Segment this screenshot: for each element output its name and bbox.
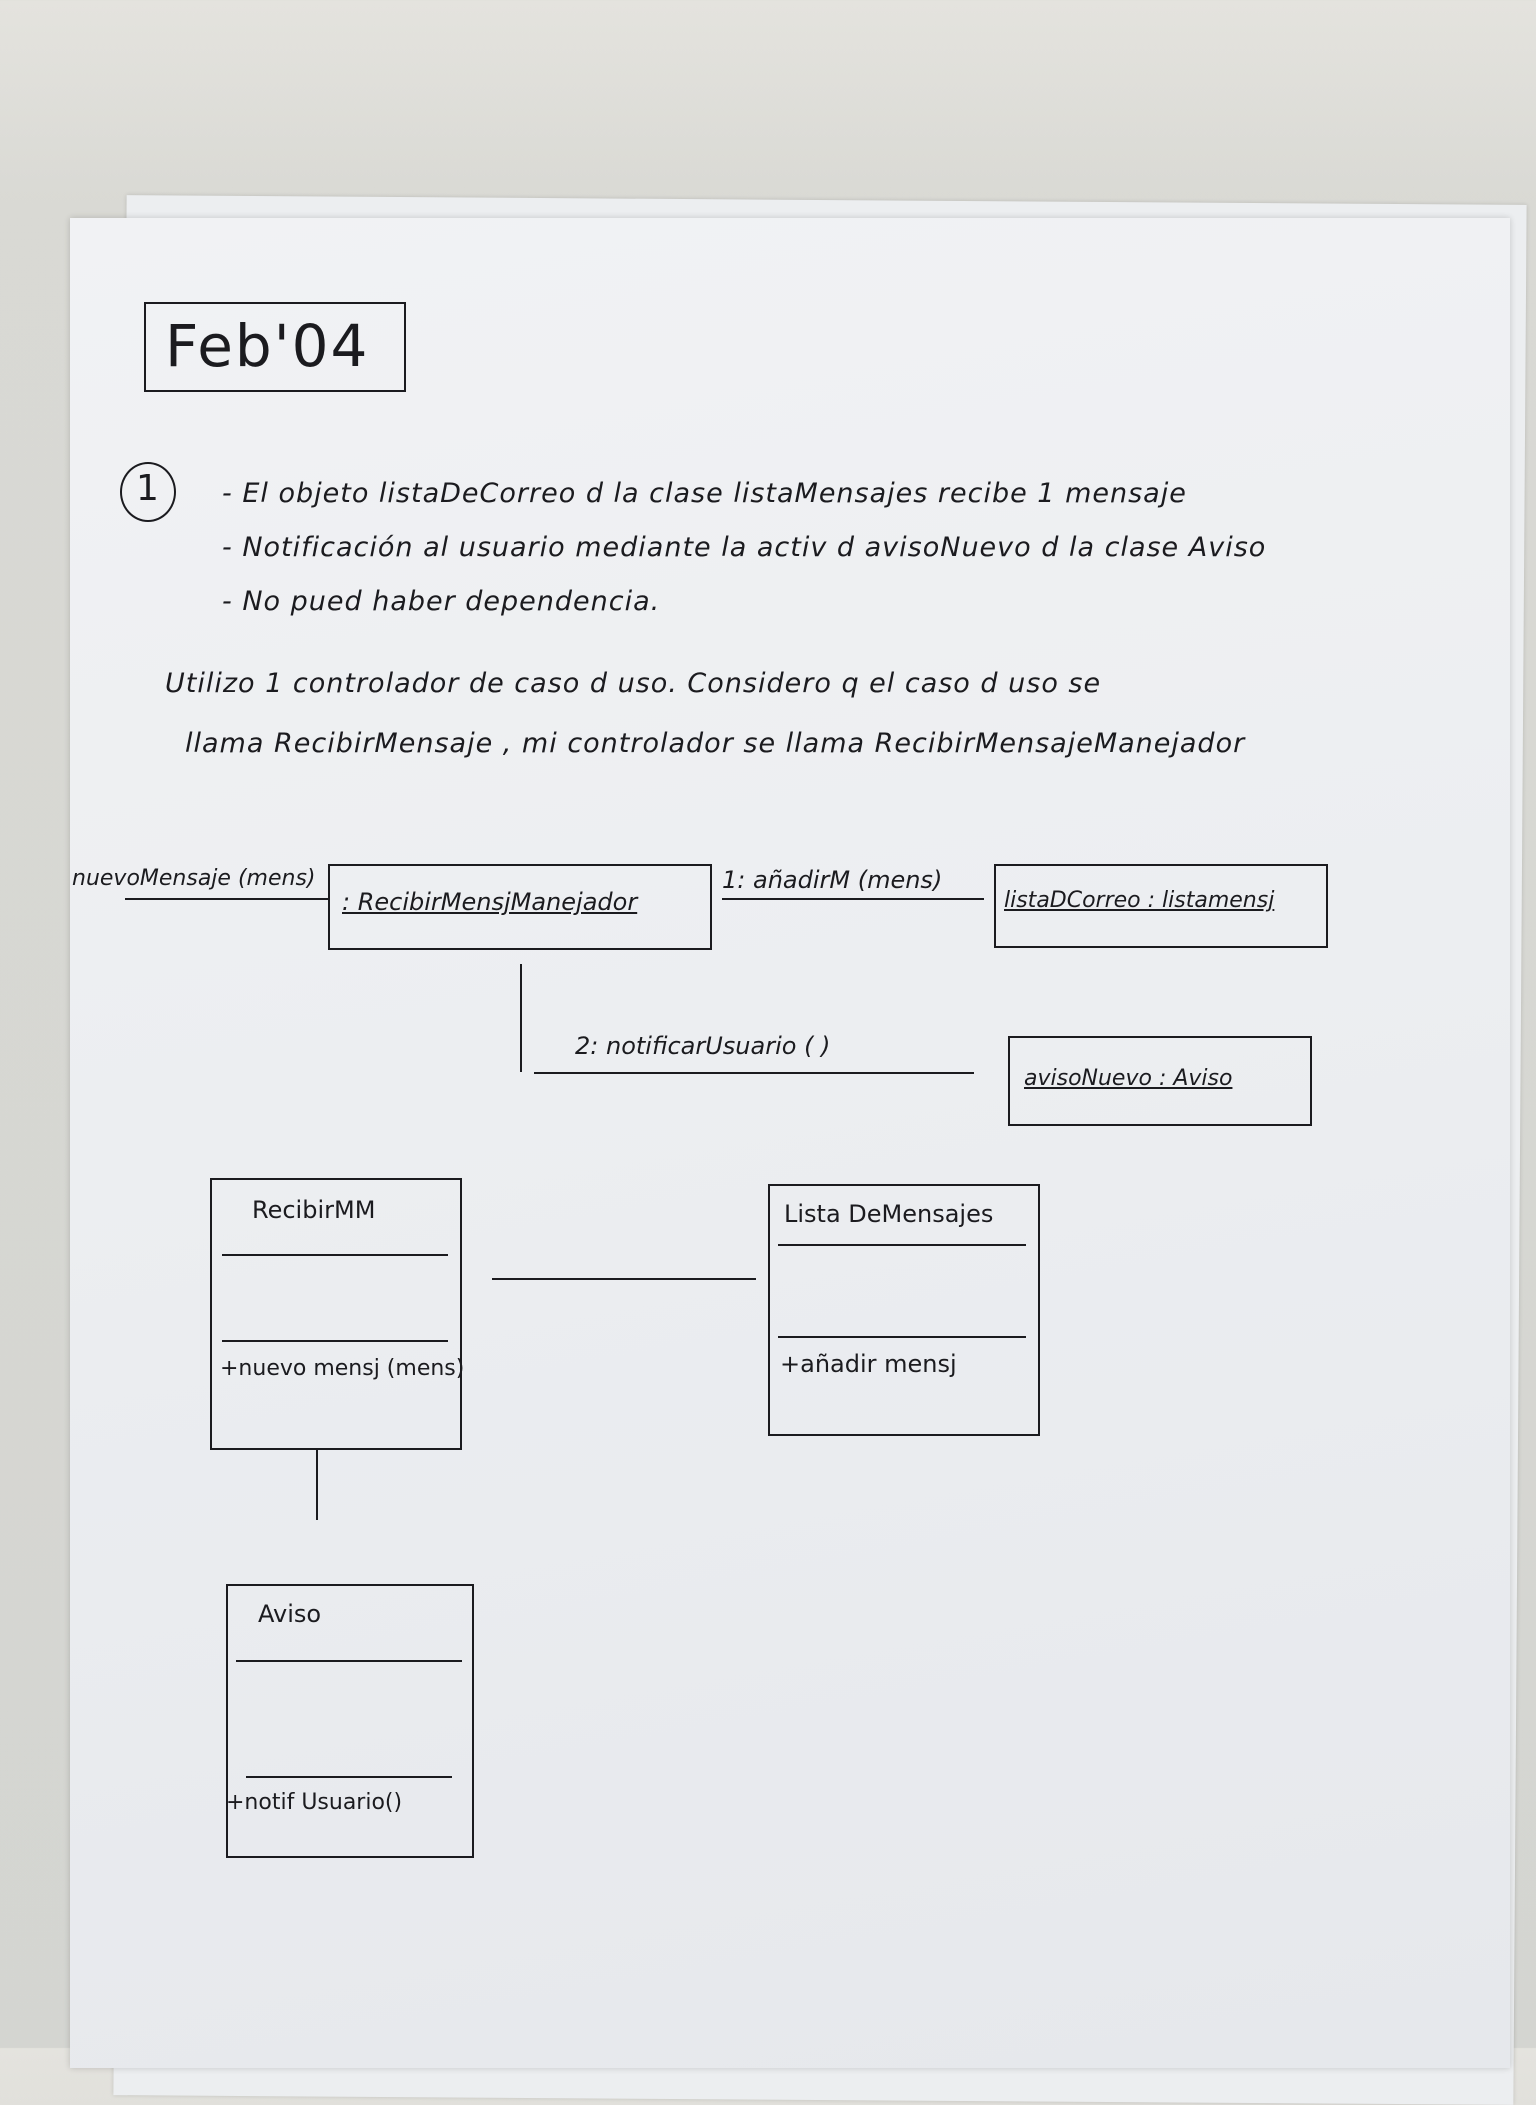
class-aviso-method: +notif Usuario() bbox=[226, 1790, 403, 1815]
note-line-3: - No pued haber dependencia. bbox=[222, 586, 661, 617]
class-lista-divider-1 bbox=[778, 1244, 1026, 1246]
message-2-label: 2: notificarUsuario ( ) bbox=[575, 1032, 831, 1060]
section-number: 1 bbox=[136, 468, 159, 509]
message-1-label: 1: añadirM (mens) bbox=[722, 866, 943, 894]
class-aviso-name: Aviso bbox=[258, 1600, 322, 1628]
class-lista-name: Lista DeMensajes bbox=[784, 1200, 994, 1228]
list-object-label: listaDCorreo : listamensj bbox=[1004, 888, 1275, 913]
message-1-line bbox=[722, 898, 984, 900]
incoming-message-label: nuevoMensaje (mens) bbox=[72, 866, 316, 891]
explanation-line-2: llama RecibirMensaje , mi controlador se llama RecibirMensajeManejador bbox=[185, 728, 1246, 759]
class-recibir-name: RecibirMM bbox=[252, 1196, 376, 1224]
page-title: Feb'04 bbox=[165, 312, 370, 380]
class-recibir-divider-2 bbox=[222, 1340, 448, 1342]
incoming-message-line bbox=[125, 898, 330, 900]
class-aviso-divider-2 bbox=[246, 1776, 452, 1778]
class-recibir-divider-1 bbox=[222, 1254, 448, 1256]
message-2-vertical-line bbox=[520, 964, 522, 1072]
message-2-line bbox=[534, 1072, 974, 1074]
class-lista-divider-2 bbox=[778, 1336, 1026, 1338]
class-recibir-method: +nuevo mensj (mens) bbox=[220, 1356, 465, 1381]
note-line-1: - El objeto listaDeCorreo d la clase listaMensajes recibe 1 mensaje bbox=[222, 478, 1187, 509]
class-lista-method: +añadir mensj bbox=[780, 1350, 957, 1378]
association-line bbox=[492, 1278, 756, 1280]
recibir-aviso-line bbox=[316, 1448, 318, 1520]
explanation-line-1: Utilizo 1 controlador de caso d uso. Considero q el caso d uso se bbox=[165, 668, 1102, 699]
controller-object-label: : RecibirMensjManejador bbox=[342, 888, 638, 916]
notice-object-label: avisoNuevo : Aviso bbox=[1024, 1066, 1233, 1091]
class-aviso-divider-1 bbox=[236, 1660, 462, 1662]
note-line-2: - Notificación al usuario mediante la activ d avisoNuevo d la clase Aviso bbox=[222, 532, 1267, 563]
